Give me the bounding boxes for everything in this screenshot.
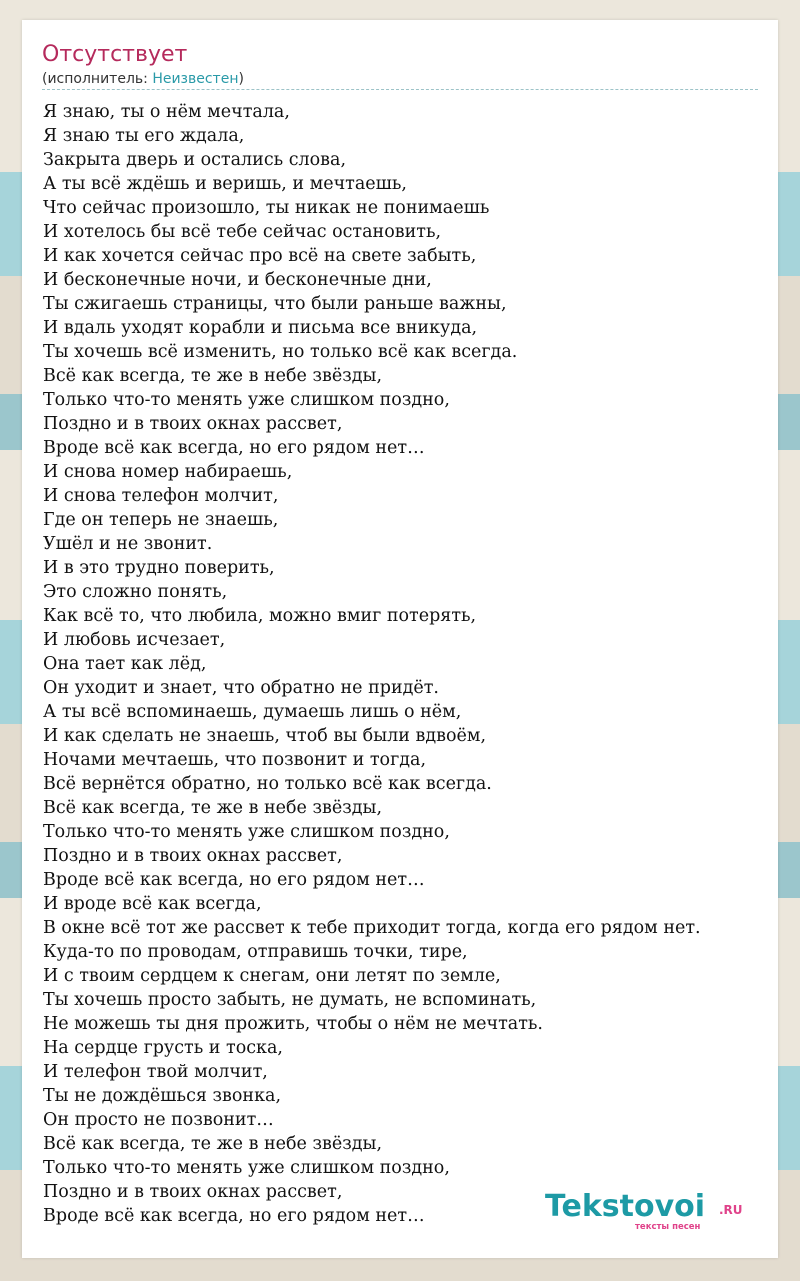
lyric-line: Куда-то по проводам, отправишь точки, тире, bbox=[43, 942, 468, 962]
lyric-line: Он просто не позвонит… bbox=[43, 1110, 274, 1130]
lyric-line: И хотелось бы всё тебе сейчас остановить, bbox=[43, 222, 442, 242]
lyrics-text bbox=[43, 100, 701, 1228]
artist-suffix: ) bbox=[238, 71, 244, 87]
lyric-line: И телефон твой молчит, bbox=[43, 1062, 268, 1082]
lyric-line: Я знаю ты его ждала, bbox=[43, 126, 245, 146]
lyric-line: Всё как всегда, те же в небе звёзды, bbox=[43, 1134, 383, 1154]
lyric-line: Только что-то менять уже слишком поздно, bbox=[43, 1158, 450, 1178]
lyric-line: Ты не дождёшься звонка, bbox=[43, 1086, 282, 1106]
lyric-line: Ты сжигаешь страницы, что были раньше важны, bbox=[43, 294, 507, 314]
lyric-line: А ты всё вспоминаешь, думаешь лишь о нём, bbox=[43, 702, 462, 722]
lyric-line: Не можешь ты дня прожить, чтобы о нём не мечтать. bbox=[43, 1014, 543, 1034]
lyric-line: Что сейчас произошло, ты никак не понимаешь bbox=[43, 198, 490, 218]
lyric-line: И вдаль уходят корабли и письма все вникуда, bbox=[43, 318, 478, 338]
lyric-line: Это сложно понять, bbox=[43, 582, 228, 602]
site-logo[interactable] bbox=[545, 1190, 748, 1232]
lyric-line: Вроде всё как всегда, но его рядом нет… bbox=[43, 1206, 425, 1226]
lyric-line: И как хочется сейчас про всё на свете забыть, bbox=[43, 246, 477, 266]
artist-prefix: (исполнитель: bbox=[42, 71, 153, 87]
lyric-line: Я знаю, ты о нём мечтала, bbox=[43, 102, 290, 122]
logo-tagline: тексты песен bbox=[635, 1222, 701, 1232]
lyric-line: И снова телефон молчит, bbox=[43, 486, 279, 506]
lyric-line: Где он теперь не знаешь, bbox=[43, 510, 279, 530]
lyric-line: И бесконечные ночи, и бесконечные дни, bbox=[43, 270, 432, 290]
lyric-line: Поздно и в твоих окнах рассвет, bbox=[43, 846, 343, 866]
lyric-line: Ночами мечтаешь, что позвонит и тогда, bbox=[43, 750, 427, 770]
lyric-line: В окне всё тот же рассвет к тебе приходит тогда, когда его рядом нет. bbox=[43, 918, 701, 938]
lyric-line: Поздно и в твоих окнах рассвет, bbox=[43, 414, 343, 434]
lyric-line: Он уходит и знает, что обратно не придёт. bbox=[43, 678, 439, 698]
artist-link[interactable]: Неизвестен bbox=[152, 71, 239, 87]
lyric-line: Поздно и в твоих окнах рассвет, bbox=[43, 1182, 343, 1202]
lyric-line: Всё вернётся обратно, но только всё как всегда. bbox=[43, 774, 492, 794]
lyric-line: И вроде всё как всегда, bbox=[43, 894, 262, 914]
lyric-line: Всё как всегда, те же в небе звёзды, bbox=[43, 798, 383, 818]
lyric-line: Ушёл и не звонит. bbox=[43, 534, 213, 554]
title-divider bbox=[42, 89, 758, 90]
lyric-line: Как всё то, что любила, можно вмиг потерять, bbox=[43, 606, 477, 626]
artist-line bbox=[42, 70, 244, 88]
lyric-line: Закрыта дверь и остались слова, bbox=[43, 150, 347, 170]
lyrics-card bbox=[22, 20, 778, 1258]
logo-wordmark: Tekstovoi bbox=[545, 1189, 706, 1224]
lyric-line: Только что-то менять уже слишком поздно, bbox=[43, 390, 450, 410]
lyric-line: А ты всё ждёшь и веришь, и мечтаешь, bbox=[43, 174, 407, 194]
lyric-line: И любовь исчезает, bbox=[43, 630, 226, 650]
lyric-line: На сердце грусть и тоска, bbox=[43, 1038, 283, 1058]
lyric-line: Только что-то менять уже слишком поздно, bbox=[43, 822, 450, 842]
lyric-line: И в это трудно поверить, bbox=[43, 558, 275, 578]
lyric-line: И снова номер набираешь, bbox=[43, 462, 293, 482]
lyric-line: Всё как всегда, те же в небе звёзды, bbox=[43, 366, 383, 386]
lyric-line: И с твоим сердцем к снегам, они летят по земле, bbox=[43, 966, 501, 986]
song-title: Отсутствует bbox=[42, 42, 188, 67]
lyric-line: Она тает как лёд, bbox=[43, 654, 207, 674]
lyric-line: Вроде всё как всегда, но его рядом нет… bbox=[43, 870, 425, 890]
lyric-line: Ты хочешь просто забыть, не думать, не вспоминать, bbox=[43, 990, 537, 1010]
logo-domain-suffix: .RU bbox=[719, 1203, 743, 1217]
lyric-line: Ты хочешь всё изменить, но только всё как всегда. bbox=[43, 342, 518, 362]
lyric-line: И как сделать не знаешь, чтоб вы были вдвоём, bbox=[43, 726, 487, 746]
lyric-line: Вроде всё как всегда, но его рядом нет… bbox=[43, 438, 425, 458]
